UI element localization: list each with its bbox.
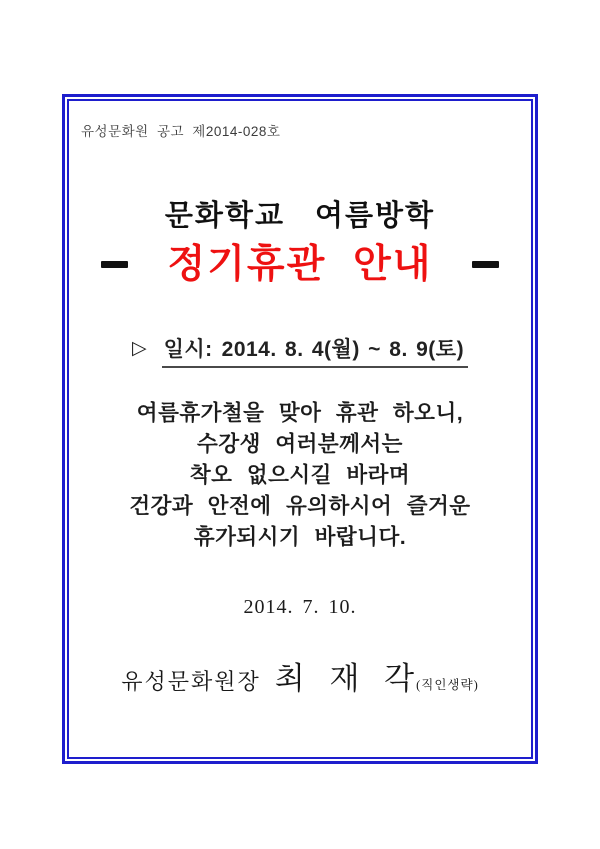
body-line: 착오 없으시길 바라며 bbox=[189, 463, 411, 487]
seal-note: (직인생략) bbox=[416, 678, 479, 692]
issue-date: 2014. 7. 10. bbox=[243, 596, 357, 618]
notice-subtitle: 정기휴관 안내 bbox=[167, 242, 433, 286]
body-line: 여름휴가철을 맞아 휴관 하오니, bbox=[136, 401, 464, 425]
notice-title: 문화학교 여름방학 bbox=[164, 200, 436, 232]
body-line: 수강생 여러분께서는 bbox=[197, 432, 403, 456]
body-line: 건강과 안전에 유의하시어 즐거운 bbox=[129, 494, 471, 518]
notice-body bbox=[69, 398, 531, 553]
page-border-inner bbox=[67, 99, 533, 759]
schedule-line bbox=[69, 333, 531, 368]
signature-line bbox=[69, 653, 531, 698]
schedule-value: 2014. 8. 4(월) ~ 8. 9(토) bbox=[221, 338, 465, 361]
notice-subtitle-row bbox=[69, 239, 531, 289]
triangle-bullet-icon: ▷ bbox=[131, 338, 147, 359]
dash-right-icon bbox=[472, 261, 499, 268]
page-border-outer bbox=[62, 94, 538, 764]
signer-title: 유성문화원장 bbox=[121, 669, 261, 694]
schedule-label: 일시: bbox=[163, 338, 213, 361]
body-line: 휴가되시기 바랍니다. bbox=[193, 525, 407, 549]
signer-name: 최 재 각 bbox=[274, 661, 416, 696]
schedule-underlined-text bbox=[162, 333, 469, 368]
notice-number: 유성문화원 공고 제2014-028호 bbox=[81, 124, 281, 139]
dash-left-icon bbox=[101, 261, 128, 268]
